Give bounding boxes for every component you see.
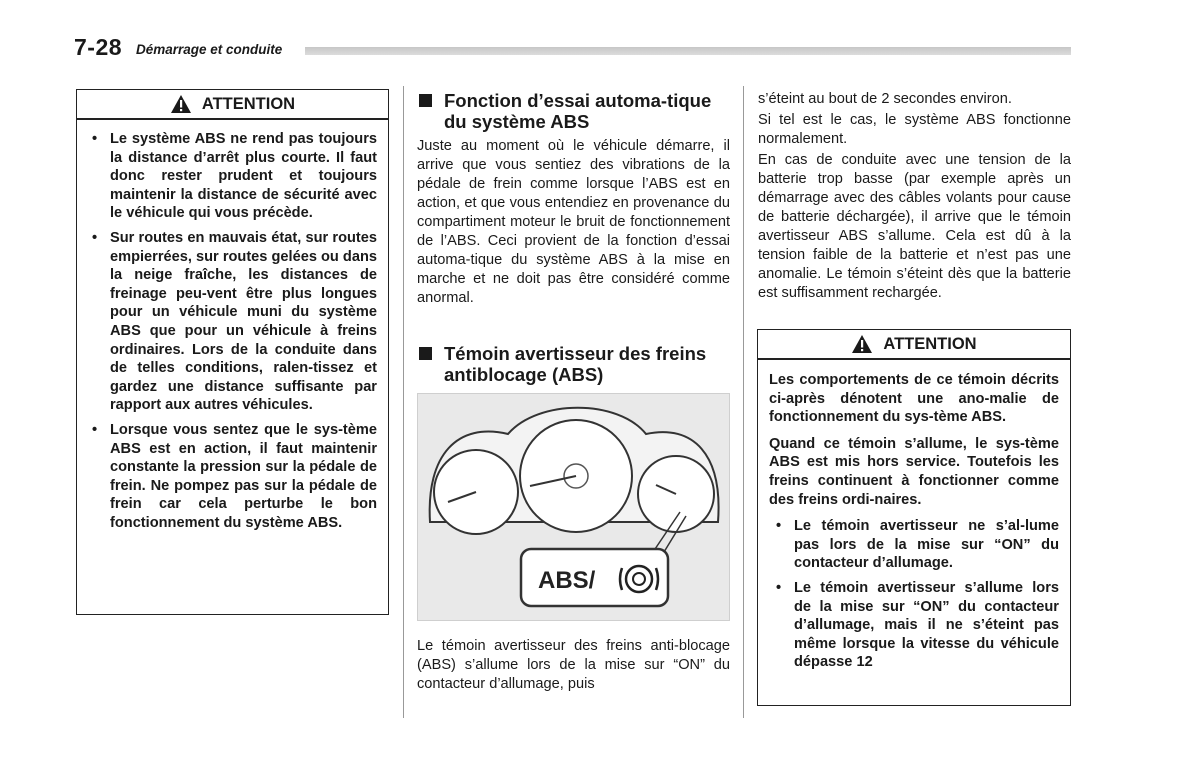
left-warning-bullet-2: Sur routes en mauvais état, sur routes empierrées, sur routes gelées ou dans la neige fraîche, les distances de freinage peu-vent être plus longues pour un véhicule muni du système ABS que pour un véhicule à freins ordinaires. Lors de la conduite dans de telles conditions, ralen-tissez et gardez une distance suffisante par rapport aux autres véhicules. (110, 229, 377, 414)
right-warning-body (757, 359, 1071, 706)
section-title: Démarrage et conduite (136, 42, 283, 57)
right-warning-title: ATTENTION (883, 334, 977, 353)
list-item: • Sur routes en mauvais état, sur routes empierrées, sur routes gelées ou dans la neige fraîche, les distances de freinage peu-vent être plus longues pour un véhicule muni du système ABS que pour un véhicule à freins ordinaires. Lors de la conduite dans de telles conditions, ralen-tissez et gardez une distance suffisante par rapport aux autres véhicules. (92, 229, 377, 414)
left-warning-title: ATTENTION (201, 94, 296, 113)
heading-square-icon (419, 347, 432, 360)
right-paragraph-1: s’éteint au bout de 2 secondes environ. (758, 91, 1012, 107)
list-item: • Le système ABS ne rend pas toujours la distance d’arrêt plus courte. Il faut donc rester prudent et toujours maintenir la distance de sécurité avec le véhicule qui vous précède. (92, 131, 377, 222)
page-number: 7-28 (74, 34, 123, 60)
column-divider-left (403, 86, 404, 718)
right-warning-list (769, 517, 1059, 672)
heading-square-icon (419, 94, 432, 107)
abs-self-test-paragraph: Juste au moment où le véhicule démarre, il arrive que vous sentiez des vibrations de la pédale de frein comme lorsque l’ABS est en action, et que vous entendiez en provenance du compartiment moteur le bruit de fonctionnement de l’ABS. Ceci provient de la fonction d’essai automa-tique du système ABS à la mise en marche et ne doit pas être considéré comme anormal. (417, 138, 730, 306)
right-paragraph-3: En cas de conduite avec une tension de la batterie trop basse (par exemple après un démarrage avec des câbles volants pour cause de batterie déchargée), il arrive que le témoin avertisseur ABS s’allume. Cela est dû à la tension faible de la batterie et n’est pas une anomalie. Le témoin s’éteint dès que la batterie est suffisamment rechargée. (758, 152, 1071, 301)
heading-abs-self-test: Fonction d’essai automa-tique du système ABS (419, 90, 719, 132)
header-rule (305, 47, 1071, 55)
list-item: • Le témoin avertisseur s’allume lors de la mise sur “ON” du contacteur d’allumage, mais il ne s’éteint pas même lorsque la vitesse du véhicule dépasse 12 (776, 579, 1059, 671)
list-item: • Le témoin avertisseur ne s’al-lume pas lors de la mise sur “ON” du contacteur d’allumage. (776, 518, 1059, 572)
right-warning-bullet-2: Le témoin avertisseur s’allume lors de la mise sur “ON” du contacteur d’allumage, mais il ne s’éteint pas même lorsque la vitesse du véhicule dépasse 12 (794, 579, 1059, 671)
right-column-text (758, 90, 1071, 305)
abs-warning-light-paragraph: Le témoin avertisseur des freins anti-blocage (ABS) s’allume lors de la mise sur “ON” du contacteur d’allumage, puis (417, 638, 730, 692)
left-warning-list (85, 130, 377, 532)
right-warning-intro-1: Les comportements de ce témoin décrits ci-après dénotent une ano-malie de fonctionnement du sys-tème ABS. (769, 372, 1059, 426)
right-paragraph-2: Si tel est le cas, le système ABS fonctionne normalement. (758, 112, 1071, 147)
figure-abs-label: ABS/ (538, 567, 596, 594)
list-item: • Lorsque vous sentez que le sys-tème ABS est en action, il faut maintenir constante la pression sur la pédale de frein. Ne pompez pas sur la pédale de frein car cela perturbe le bon fonctionnement du système ABS. (92, 421, 377, 531)
left-warning-body (76, 119, 389, 615)
left-warning-bullet-3: Lorsque vous sentez que le sys-tème ABS est en action, il faut maintenir constante la pression sur la pédale de frein. Ne pompez pas sur la pédale de frein car cela perturbe le bon fonctionnement du système ABS. (110, 421, 377, 531)
right-warning-header (757, 329, 1071, 359)
right-warning-intro-2: Quand ce témoin s’allume, le sys-tème ABS est mis hors service. Toutefois les freins continuent à fonctionner comme des freins ordi-naires. (769, 435, 1059, 508)
warning-triangle-icon (170, 94, 192, 114)
warning-triangle-icon (851, 334, 873, 354)
left-warning-bullet-1: Le système ABS ne rend pas toujours la distance d’arrêt plus courte. Il faut donc rester prudent et toujours maintenir la distance de sécurité avec le véhicule qui vous précède. (110, 131, 377, 222)
left-warning-header (76, 89, 389, 119)
instrument-cluster-illustration (418, 394, 729, 620)
heading-abs-warning-light: Témoin avertisseur des freins antiblocage (ABS) (419, 343, 719, 385)
instrument-cluster-figure (417, 393, 730, 621)
column-divider-right (743, 86, 744, 718)
right-warning-bullet-1: Le témoin avertisseur ne s’al-lume pas lors de la mise sur “ON” du contacteur d’allumage. (794, 518, 1059, 572)
